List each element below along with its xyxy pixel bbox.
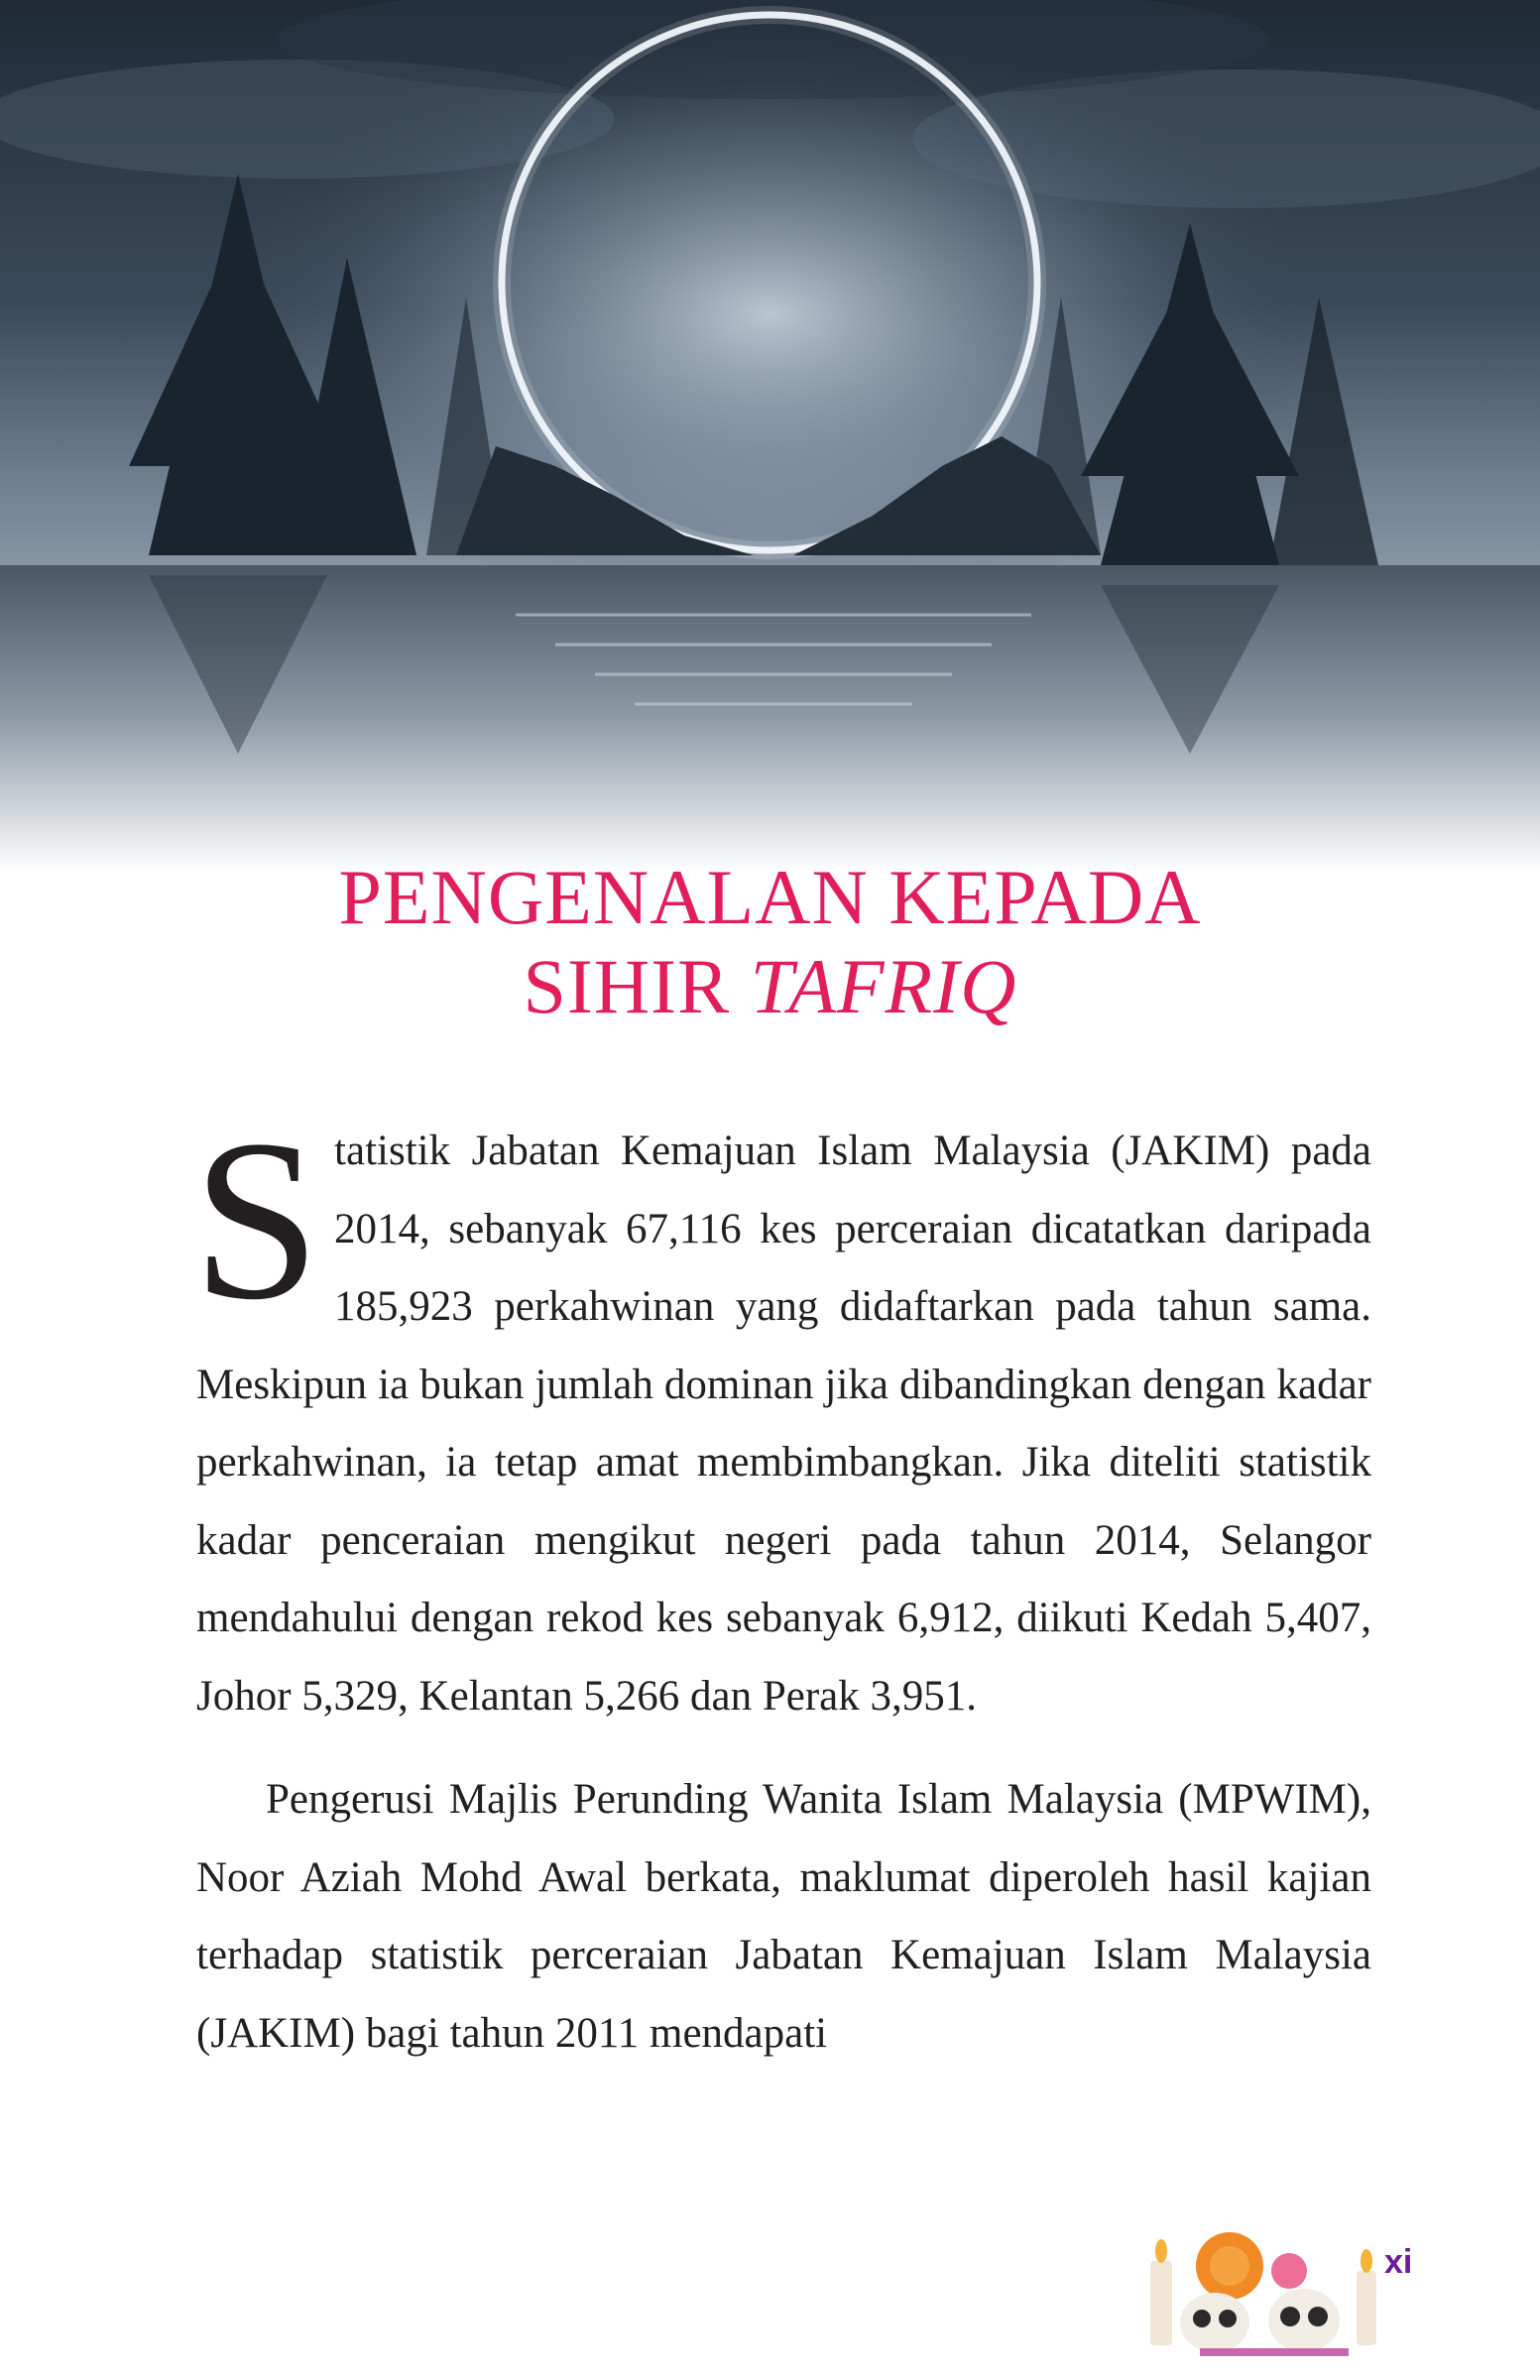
title-line-2	[0, 942, 1540, 1031]
title-line-2-plain: SIHIR	[523, 943, 751, 1029]
title-line-2-italic: TAFRIQ	[750, 943, 1017, 1029]
drop-cap: S	[192, 1093, 321, 1348]
chapter-title	[0, 853, 1540, 1031]
body-text	[192, 1093, 1371, 2073]
title-line-1: PENGENALAN KEPADA	[338, 854, 1202, 940]
paragraph-1	[192, 1093, 1371, 1735]
page-number: xi	[1384, 2243, 1413, 2281]
hero-illustration	[0, 0, 1540, 873]
paragraph-1-text: tatistik Jabatan Kemajuan Islam Malaysia (JAKIM) pada 2014, sebanyak 67,116 kes perceraian dicatatkan daripada 185,923 perkahwinan yang didaftarkan pada tahun sama. Meskipun ia bukan jumlah dominan jika dibandingkan dengan kadar perkahwinan, ia tetap amat membimbangkan. Jika diteliti statistik kadar penceraian mengikut negeri pada tahun 2014, Selangor mendahului dengan rekod kes sebanyak 6,912, diikuti Kedah 5,407, Johor 5,329, Kelantan 5,266 dan Perak 3,951.	[196, 1128, 1371, 1720]
paragraph-2: Pengerusi Majlis Perunding Wanita Islam Malaysia (MPWIM), Noor Aziah Mohd Awal berkata, maklumat diperoleh hasil kajian terhadap statistik perceraian Jabatan Kemajuan Islam Malaysia (JAKIM) bagi tahun 2011 mendapati	[196, 1776, 1371, 2057]
footer-skull-candle-decoration	[1140, 2211, 1398, 2360]
